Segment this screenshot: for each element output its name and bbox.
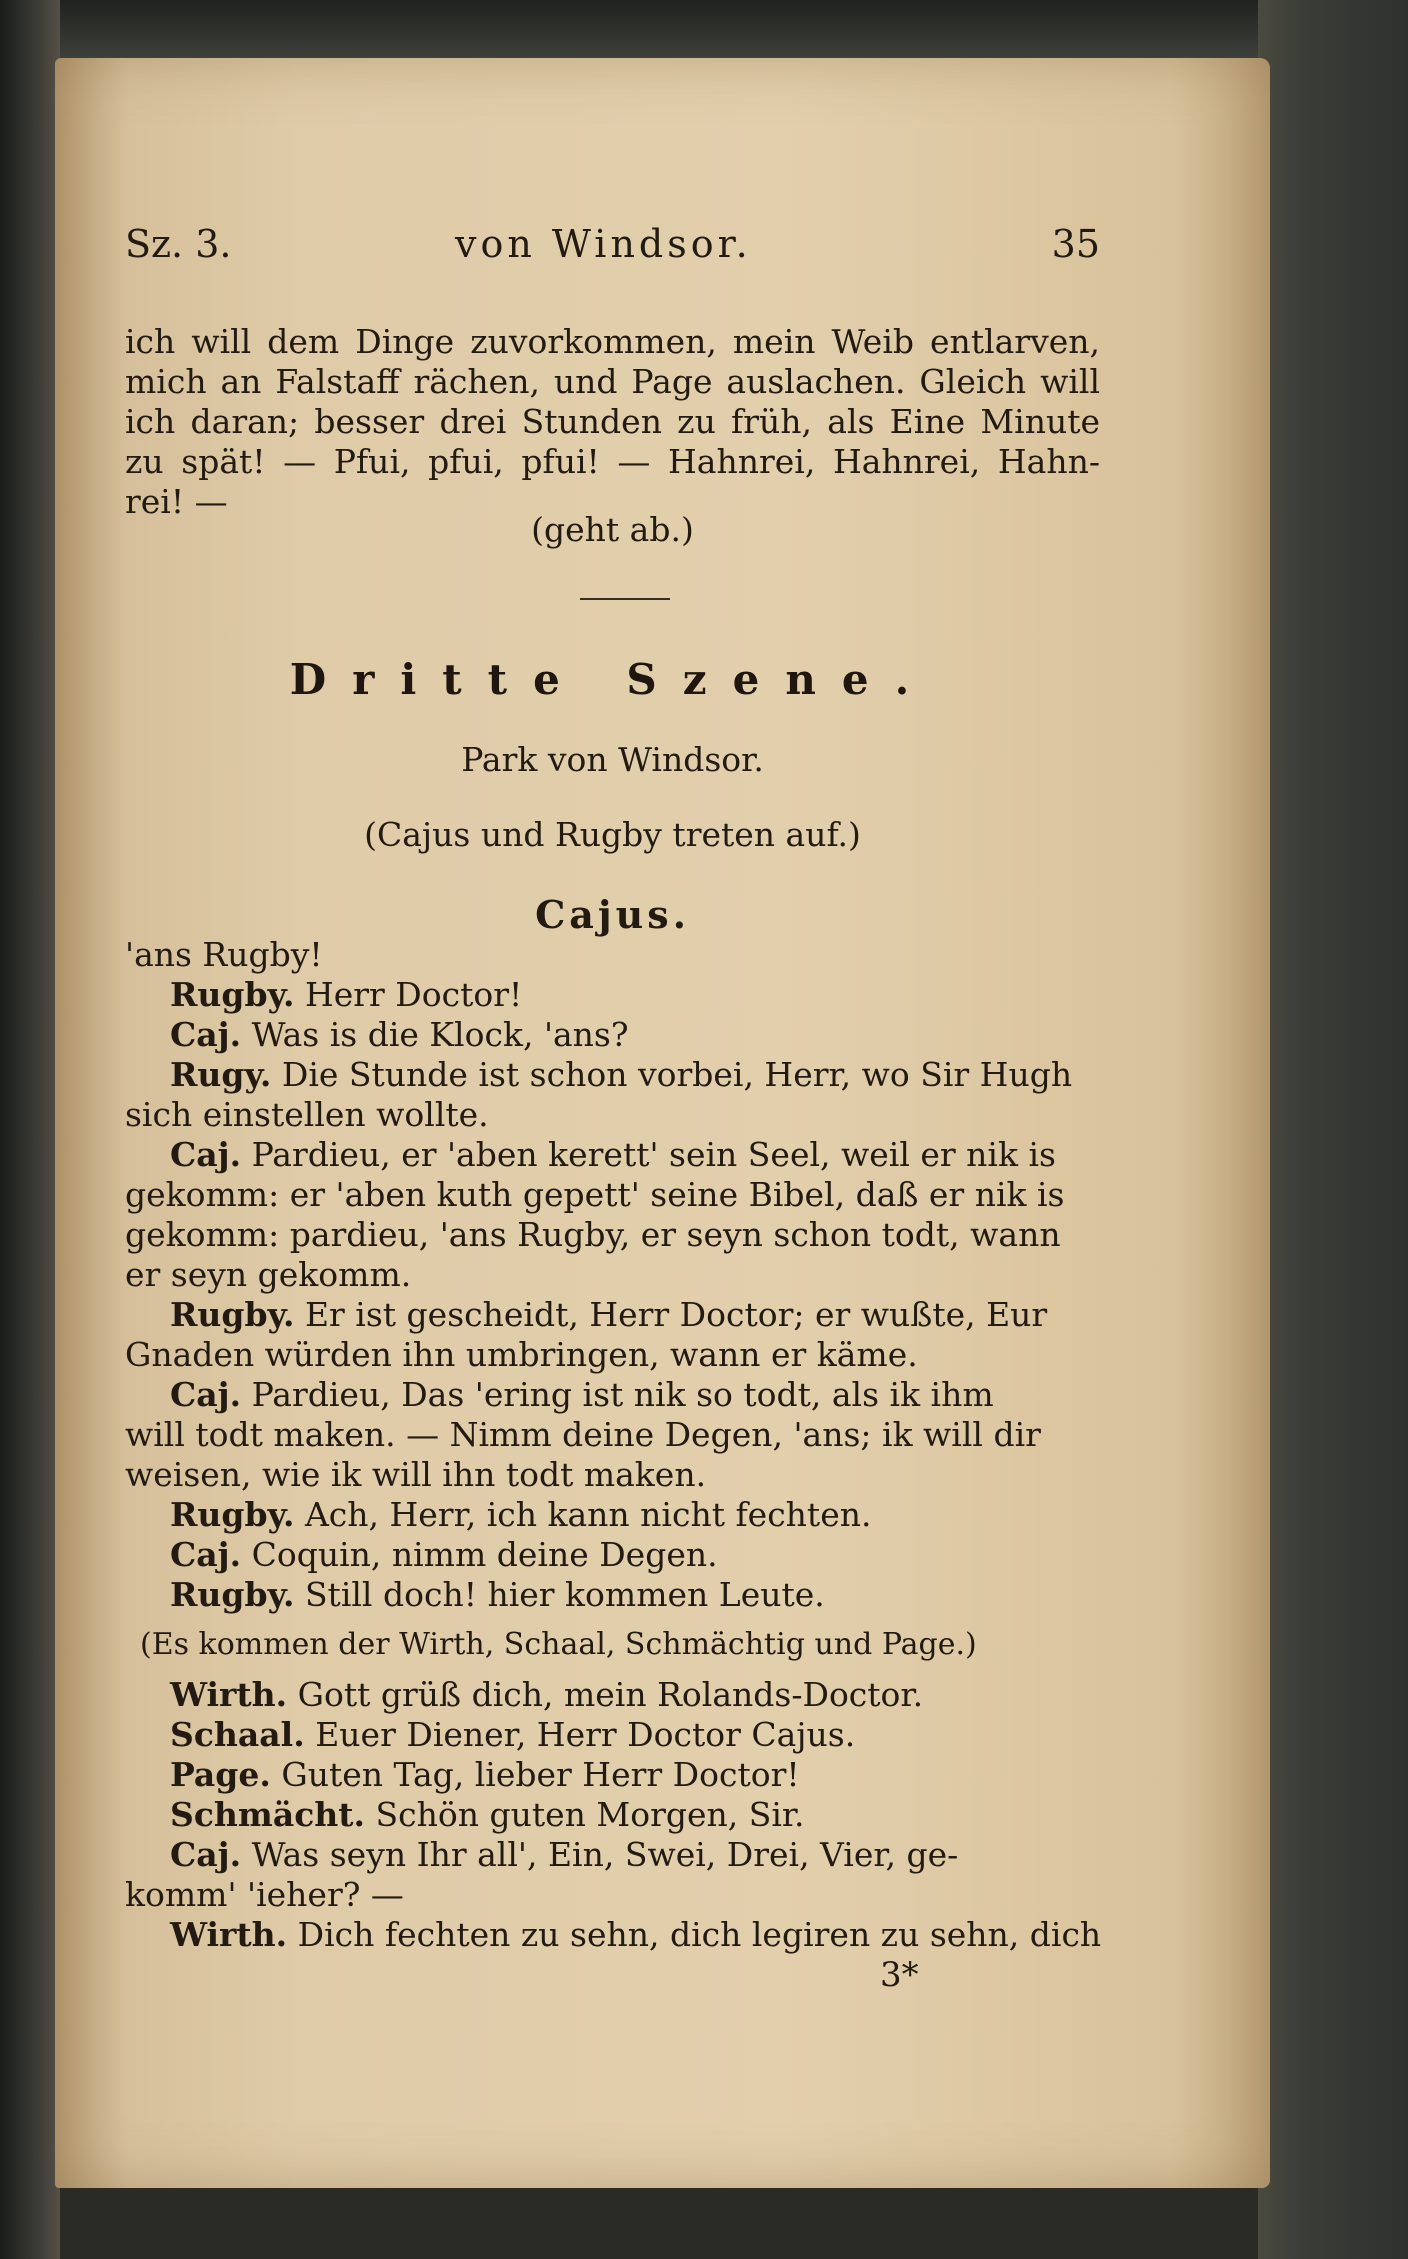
dialogue-text: Die Stunde ist schon vorbei, Herr, wo Sir Hugh — [281, 1055, 1073, 1094]
dialogue-line — [170, 1835, 1100, 1875]
dialogue-text: Pardieu, er 'aben kerett' sein Seel, weil er nik is — [251, 1135, 1056, 1174]
scene-title: Dritte Szene. — [289, 655, 936, 704]
dialogue-line — [170, 1495, 1100, 1535]
dialogue-text: Coquin, nimm deine Degen. — [251, 1535, 718, 1574]
dialogue-line — [170, 1795, 1100, 1835]
book-cover-right — [1258, 0, 1408, 2259]
dialogue-text: will todt maken. — Nimm deine Degen, 'ans; ik will dir — [125, 1415, 1041, 1454]
stage-direction-exit: (geht ab.) — [531, 510, 694, 549]
section-divider — [580, 598, 670, 600]
scene-location: Park von Windsor. — [461, 740, 764, 779]
dialogue-line — [170, 1755, 1100, 1795]
page-number: 35 — [1051, 222, 1100, 266]
speaker-name: Rugy. — [170, 1055, 272, 1094]
dialogue-text: Er ist gescheidt, Herr Doctor; er wußte, Eur — [304, 1295, 1048, 1334]
text-line: zu spät! — Pfui, pfui, pfui! — Hahnrei, Hahnrei, Hahn- — [125, 442, 1100, 481]
dialogue-line — [125, 1175, 1100, 1215]
dialogue-text: weisen, wie ik will ihn todt maken. — [125, 1455, 707, 1494]
dialogue-text: Was is die Klock, 'ans? — [251, 1015, 629, 1054]
dialogue-line — [170, 1575, 1100, 1615]
dialogue-line — [125, 1875, 1100, 1915]
speaker-name: Caj. — [170, 1135, 242, 1174]
book-cover-left — [0, 0, 60, 2259]
dialogue-line — [170, 1055, 1100, 1095]
dialogue-line — [170, 1915, 1100, 1955]
dialogue-text: sich einstellen wollte. — [125, 1095, 489, 1134]
speaker-name: Caj. — [170, 1535, 242, 1574]
dialogue-line — [125, 1335, 1100, 1375]
scene-ref: Sz. 3. — [125, 222, 232, 266]
speaker-name: Wirth. — [170, 1675, 288, 1714]
running-title: von Windsor. — [455, 222, 752, 266]
dialogue-text: Schön guten Morgen, Sir. — [375, 1795, 805, 1834]
stage-direction-entrance: (Es kommen der Wirth, Schaal, Schmächtig und Page.) — [140, 1627, 977, 1662]
text-line: rei! — — [125, 482, 228, 521]
dialogue-line — [170, 1135, 1100, 1175]
speaker-name: Caj. — [170, 1835, 242, 1874]
speaker-name: Page. — [170, 1755, 271, 1794]
text-line: ich will dem Dinge zuvorkommen, mein Weib entlarven, — [125, 322, 1100, 361]
speaker-name: Schaal. — [170, 1715, 305, 1754]
dialogue-line — [170, 1015, 1100, 1055]
dialogue-line — [170, 975, 1100, 1015]
dialogue-line — [125, 1095, 1100, 1135]
speaker-name: Rugby. — [170, 975, 295, 1014]
dialogue-text: Was seyn Ihr all', Ein, Swei, Drei, Vier, ge- — [251, 1835, 959, 1874]
speaker-heading: Cajus. — [535, 892, 690, 937]
dialogue-line — [170, 1375, 1100, 1415]
dialogue-line — [125, 1215, 1100, 1255]
dialogue-text: Pardieu, Das 'ering ist nik so todt, als ik ihm — [251, 1375, 994, 1414]
dialogue-text: Guten Tag, lieber Herr Doctor! — [281, 1755, 800, 1794]
dialogue-text: Gott grüß dich, mein Rolands-Doctor. — [297, 1675, 924, 1714]
speaker-name: Schmächt. — [170, 1795, 366, 1834]
speaker-name: Rugby. — [170, 1575, 295, 1614]
dialogue-text: 'ans Rugby! — [125, 935, 323, 974]
speaker-name: Caj. — [170, 1015, 242, 1054]
dialogue-text: Gnaden würden ihn umbringen, wann er käme. — [125, 1335, 918, 1374]
dialogue-text: Dich fechten zu sehn, dich legiren zu sehn, dich — [297, 1915, 1102, 1954]
text-line: ich daran; besser drei Stunden zu früh, als Eine Minute — [125, 402, 1100, 441]
dialogue-text: Ach, Herr, ich kann nicht fechten. — [304, 1495, 872, 1534]
signature-mark: 3* — [880, 1955, 919, 1995]
dialogue-text: Still doch! hier kommen Leute. — [304, 1575, 825, 1614]
dialogue-text: gekomm: er 'aben kuth gepett' seine Bibel, daß er nik is — [125, 1175, 1065, 1214]
dialogue-line — [170, 1535, 1100, 1575]
dialogue-line — [125, 1455, 1100, 1495]
dialogue-line — [170, 1675, 1100, 1715]
dialogue-text: Herr Doctor! — [304, 975, 523, 1014]
running-head — [125, 222, 1100, 282]
dialogue-text: komm' 'ieher? — — [125, 1875, 404, 1914]
dialogue-line — [125, 1255, 1100, 1295]
dialogue-text: gekomm: pardieu, 'ans Rugby, er seyn schon todt, wann — [125, 1215, 1061, 1254]
dialogue-text: Euer Diener, Herr Doctor Cajus. — [315, 1715, 856, 1754]
dialogue-line — [125, 1415, 1100, 1455]
speaker-name: Wirth. — [170, 1915, 288, 1954]
text-line: mich an Falstaff rächen, und Page auslachen. Gleich will — [125, 362, 1100, 401]
dialogue-text: er seyn gekomm. — [125, 1255, 412, 1294]
speaker-name: Rugby. — [170, 1495, 295, 1534]
speaker-name: Caj. — [170, 1375, 242, 1414]
stage-direction-entrance: (Cajus und Rugby treten auf.) — [364, 815, 861, 854]
dialogue-line — [170, 1295, 1100, 1335]
dialogue-line — [125, 935, 1100, 975]
dialogue-line — [170, 1715, 1100, 1755]
speaker-name: Rugby. — [170, 1295, 295, 1334]
